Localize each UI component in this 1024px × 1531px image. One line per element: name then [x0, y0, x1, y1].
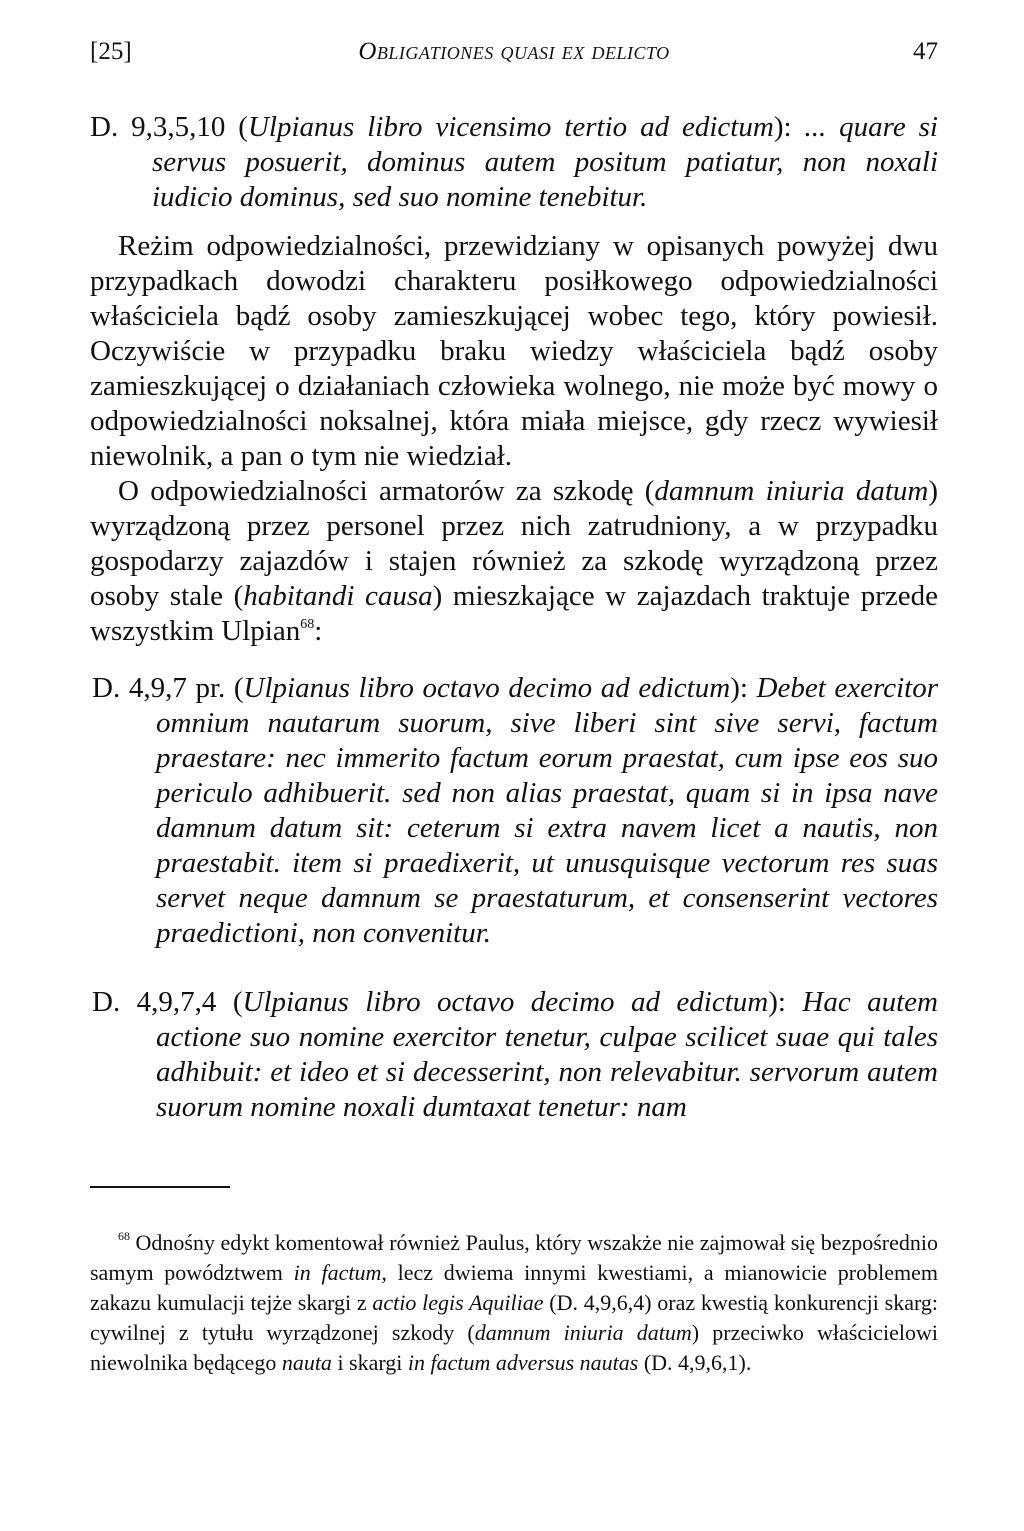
quote-d-4-9-7-4: D. 4,9,7,4 (Ulpianus libro octavo decimo ad edictum): Hac autem actione suo nomine exercitor tenetur, culpae scilicet suae qui tales adhibuit: et ideo et si decesserint, non relevabitur. servorum autem suorum nomine noxali dumtaxat tenetur: nam	[92, 986, 939, 1123]
latin-term: in factum	[293, 1260, 382, 1285]
quote-text: Debet exercitor omnium nautarum suorum, sive liberi sint sive servi, factum praestare: nec immerito factum eorum praestat, cum ipse eos suo periculo adhibuerit. sed non alias praestat, quam si in ipsa nave damnum datum sit: ceterum si extra navem licet a nautis, non praestabit. item si praedixerit, ut unusquisque vectorum res suas servet neque damnum se praestaturum, et consenserint vectores praedictioni, non convenitur.	[156, 672, 938, 949]
text-run: ) przeciwko właścicielowi niewolnika będącego	[90, 1320, 938, 1375]
quote-source: Ulpianus libro octavo decimo ad edictum	[243, 672, 731, 704]
quote-d-4-9-7-pr: D. 4,9,7 pr. (Ulpianus libro octavo decimo ad edictum): Debet exercitor omnium nautarum suorum, sive liberi sint sive servi, factum praestare: nec immerito factum eorum praestat, cum ipse eos suo periculo adhibuerit. sed non alias praestat, quam si in ipsa nave damnum datum sit: ceterum si extra navem licet a nautis, non praestabit. item si praedixerit, ut unusquisque vectorum res suas servet neque damnum se praestaturum, et consenserint vectores praedictioni, non convenitur.	[92, 672, 938, 949]
running-title: Obligationes quasi ex delicto	[358, 38, 670, 65]
latin-term: actio legis Aquiliae	[372, 1290, 544, 1315]
quote-text: ... quare si servus posuerit, dominus autem positum patiatur, non noxali iudicio dominus, sed suo nomine tenebitur.	[152, 111, 938, 213]
footnote-divider	[90, 1186, 230, 1188]
quote-source: Ulpianus libro octavo decimo ad edictum	[242, 986, 769, 1018]
quote-reference: D. 4,9,7 pr.	[92, 672, 226, 704]
main-text	[90, 110, 938, 1159]
text-run: ) wyrządzoną przez personel przez nich zatrudniony, a w przypadku gospodarzy zajazdów i stajen również za szkodę wyrządzoną przez osoby stale (	[90, 475, 939, 612]
paragraph-shipowners	[90, 474, 938, 649]
section-number: [25]	[90, 38, 132, 65]
text-run: O odpowiedzialności armatorów za szkodę (	[118, 475, 655, 507]
text-run: , lecz dwiema innymi kwestiami, a mianowicie problemem zakazu kumulacji tejże skargi z	[90, 1260, 938, 1315]
quote-text: Hac autem actione suo nomine exercitor tenetur, culpae scilicet suae qui tales adhibuit: et ideo et si decesserint, non relevabitur. servorum autem suorum nomine noxali dumtaxat tenetur: nam	[156, 986, 939, 1123]
footnote-marker: 68	[118, 1229, 130, 1243]
text-run: i skargi	[331, 1350, 408, 1375]
text-run: :	[314, 615, 323, 647]
page-number: 47	[913, 38, 938, 65]
latin-term: nauta	[281, 1350, 332, 1375]
paragraph-liability-regime: Reżim odpowiedzialności, przewidziany w opisanych powyżej dwu przypadkach dowodzi charakteru posiłkowego odpowiedzialności właściciela bądź osoby zamieszkującej wobec tego, który powiesił. Oczywiście w przypadku braku wiedzy właściciela bądź osoby zamieszkującej o działaniach człowieka wolnego, nie może być mowy o odpowiedzialności noksalnej, która miała miejsce, gdy rzecz wywiesił niewolnik, a pan o tym nie wiedział.	[90, 230, 938, 472]
latin-term: in factum adversus nautas	[407, 1350, 639, 1375]
footnote-68	[90, 1228, 938, 1378]
latin-term: damnum iniuria datum	[654, 475, 929, 507]
text-run: (D. 4,9,6,4) oraz kwestią konkurencji skarg: cywilnej z tytułu wyrządzonej szkody (	[90, 1290, 938, 1345]
text-run: Odnośny edykt komentował również Paulus, który wszakże nie zajmował się bezpośrednio samym powództwem	[90, 1230, 938, 1285]
latin-term: damnum iniuria datum	[474, 1320, 692, 1345]
footnote-reference[interactable]: 68	[300, 617, 315, 632]
quote-reference: D. 9,3,5,10	[90, 111, 226, 143]
quote-source: Ulpianus libro vicensimo tertio ad edictum	[247, 111, 774, 143]
text-run: (D. 4,9,6,1).	[638, 1350, 752, 1375]
text-run: ) mieszkające w zajazdach traktuje przede wszystkim Ulpian	[90, 580, 938, 647]
latin-term: habitandi causa	[243, 580, 433, 612]
running-head	[90, 38, 938, 72]
quote-reference: D. 4,9,7,4	[92, 986, 217, 1018]
quote-d-9-3-5-10: D. 9,3,5,10 (Ulpianus libro vicensimo tertio ad edictum): ... quare si servus posuerit, dominus autem positum patiatur, non noxali iudicio dominus, sed suo nomine tenebitur.	[90, 111, 938, 213]
